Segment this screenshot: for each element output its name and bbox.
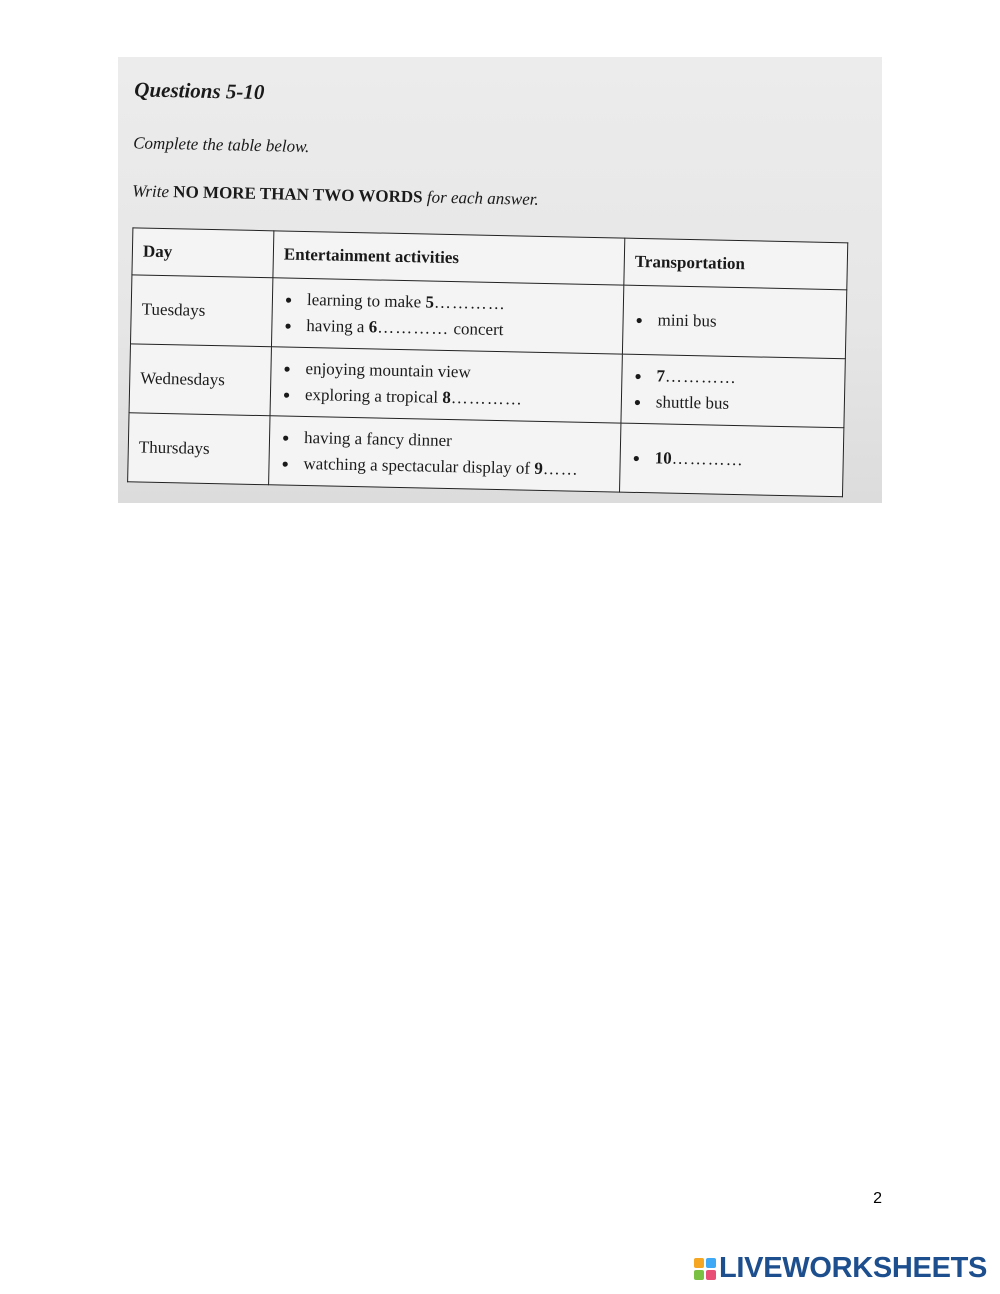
item-text: shuttle bus [655,392,730,413]
activities-cell [270,347,622,423]
activities-list [282,287,613,346]
instruction-word-limit [132,181,539,210]
item-text: exploring a tropical [304,384,443,407]
item-text: having a [306,316,369,337]
transport-cell [621,354,845,428]
activities-list [281,355,612,414]
item-text: having a fancy dinner [303,427,452,451]
answer-table [127,227,848,497]
question-number: 5 [425,292,435,312]
activities-cell [269,416,621,492]
instruction-word-limit-bold: NO MORE THAN TWO WORDS [173,182,423,207]
table-row [128,413,844,497]
transport-list [632,363,835,419]
activities-cell [271,278,623,354]
item-text-after: concert [449,318,504,340]
header-transportation: Transportation [624,238,848,290]
question-number: 10 [654,448,672,468]
answer-blank[interactable]: …… [542,458,579,479]
question-number: 9 [534,458,544,478]
worksheet-content [118,57,882,503]
header-day: Day [132,228,274,278]
question-number: 7 [656,366,666,386]
answer-blank[interactable]: ………… [664,366,738,388]
list-item [632,389,835,419]
answer-blank[interactable]: ………… [377,317,450,338]
transport-cell [622,285,846,359]
liveworksheets-logo-text: LIVEWORKSHEETS [719,1252,988,1284]
item-text: enjoying mountain view [305,358,471,382]
instruction-suffix: for each answer. [422,187,539,209]
logo-square [706,1270,716,1280]
list-item [281,381,611,414]
liveworksheets-logo [694,1252,987,1285]
worksheet-photo [118,57,882,503]
logo-square [694,1258,704,1268]
day-cell: Wednesdays [129,344,271,416]
transport-cell [619,423,843,497]
list-item [282,313,612,346]
transport-list [633,307,836,337]
logo-square [706,1258,716,1268]
instruction-complete-table: Complete the table below. [133,133,310,157]
liveworksheets-logo-icon [694,1258,716,1280]
question-number: 8 [442,387,452,408]
item-text: mini bus [657,310,717,331]
instruction-prefix: Write [132,181,174,202]
list-item [279,450,609,483]
list-item [633,307,836,337]
logo-square [694,1270,704,1280]
header-entertainment: Entertainment activities [273,231,625,285]
question-number: 6 [368,317,378,337]
day-cell: Tuesdays [130,275,272,347]
answer-blank[interactable]: ………… [671,448,744,470]
answer-blank[interactable]: ………… [450,388,523,409]
day-cell: Thursdays [128,413,270,485]
questions-title: Questions 5-10 [134,77,265,105]
item-text: learning to make [306,290,426,312]
transport-list [630,445,833,475]
page-number: 2 [873,1190,882,1207]
answer-blank[interactable]: ………… [433,292,507,314]
list-item [630,445,833,475]
activities-list [279,424,610,483]
item-text: watching a spectacular display of [303,453,535,478]
